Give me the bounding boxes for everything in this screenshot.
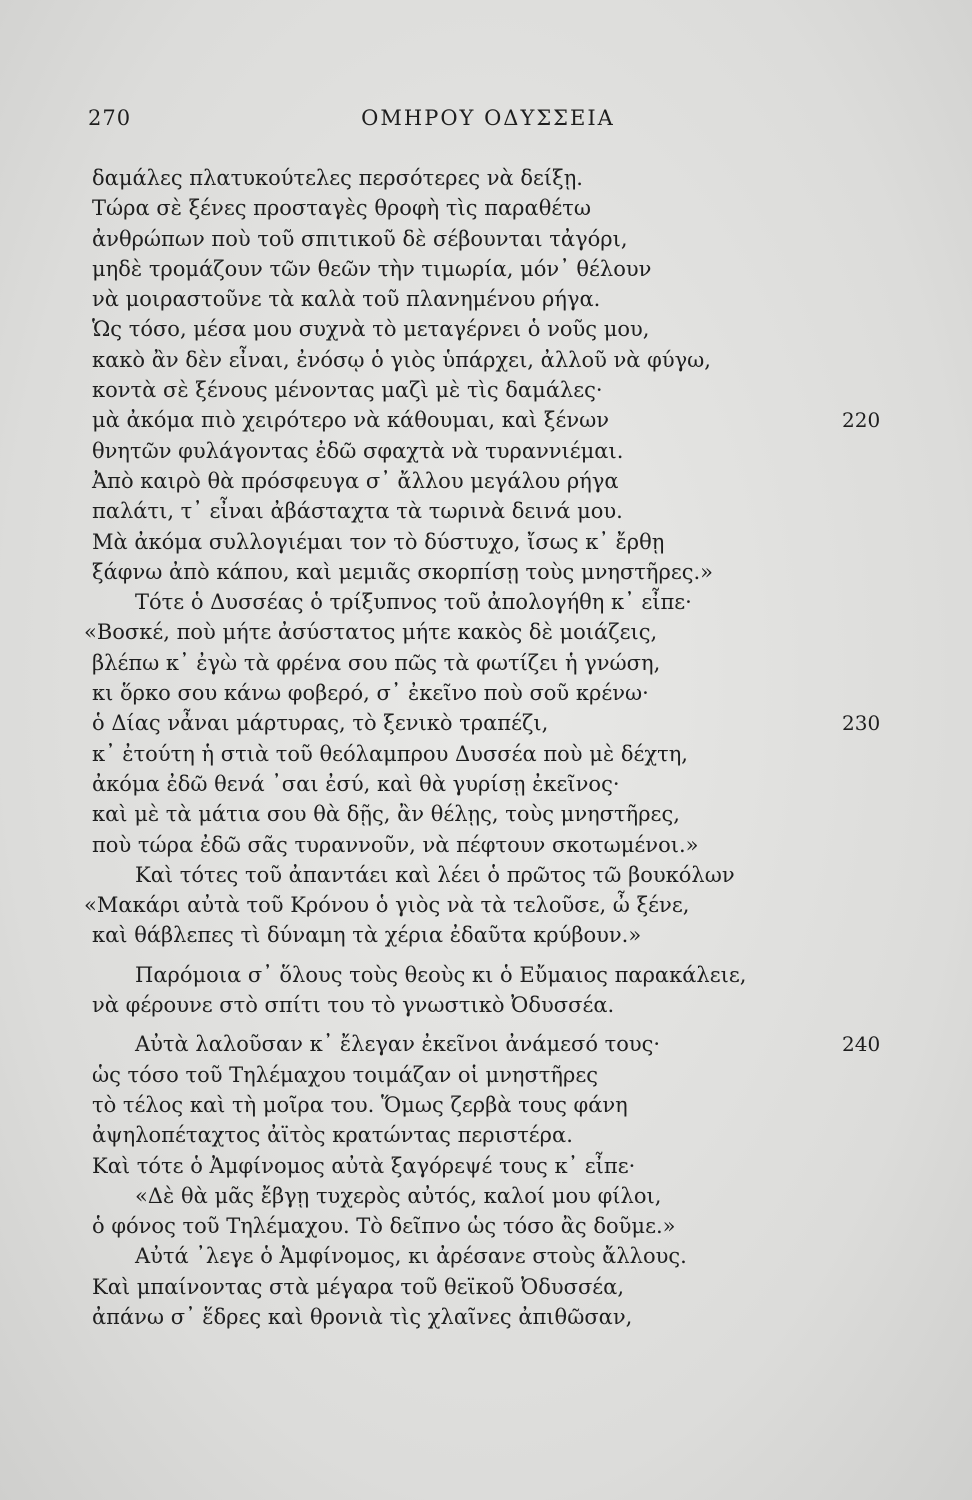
verse-line [0,708,972,738]
verse-line [0,1090,972,1120]
verse-line [0,960,972,990]
verse-text: τὸ τέλος καὶ τὴ μοῖρα του. Ὅμως ζερβὰ τους φάνη [92,1092,628,1117]
verse-line [0,1151,972,1181]
verse-text: Ὡς τόσο, μέσα μου συχνὰ τὸ μεταγέρνει ὁ νοῦς μου, [92,317,650,342]
verse-text: κακὸ ἂν δὲν εἶναι, ἐνόσῳ ὁ γιὸς ὑπάρχει, ἀλλοῦ νὰ φύγω, [92,347,711,372]
verse-line [0,1241,972,1271]
line-number: 220 [842,408,881,433]
verse-text: Αὐτὰ λαλοῦσαν κ᾽ ἔλεγαν ἐκεῖνοι ἀνάμεσό τους· [135,1032,661,1057]
verse-text: δαμάλες πλατυκούτελες περσότερες νὰ δείξῃ. [92,166,583,190]
line-number: 230 [842,711,881,736]
verse-line [0,648,972,678]
verse-text: ἀψηλοπέταχτος ἀϊτὸς κρατώντας περιστέρα. [92,1123,573,1148]
verse-text: νὰ φέρουνε στὸ σπίτι του τὸ γνωστικὸ Ὀδυσσέα. [92,993,615,1018]
verse-text: ἀπάνω σ᾽ ἕδρες καὶ θρονιὰ τὶς χλαῖνες ἀπιθῶσαν, [92,1304,633,1329]
verse-line [0,224,972,254]
verse-text: ὁ φόνος τοῦ Τηλέμαχου. Τὸ δεῖπνο ὡς τόσο ἂς δοῦμε.» [92,1214,676,1239]
verse-text: ξάφνω ἀπὸ κάπου, καὶ μεμιᾶς σκορπίσῃ τοὺς μνηστῆρες.» [92,559,714,584]
verse-line [0,314,972,344]
verse-line [0,1120,972,1150]
verse-line [0,1211,972,1241]
verse-text: μηδὲ τρομάζουν τῶν θεῶν τὴν τιμωρία, μόν᾽ θέλουν [92,256,652,281]
verse-line [0,405,972,435]
verse-line [0,496,972,526]
verse-text: Τώρα σὲ ξένες προσταγὲς θροφὴ τὶς παραθέτω [92,196,591,221]
verse-line [0,1060,972,1090]
verse-line [0,799,972,829]
verse-line [0,557,972,587]
verse-line [0,1029,972,1059]
verse-line [0,739,972,769]
verse-line [0,587,972,617]
verse-text: καὶ μὲ τὰ μάτια σου θὰ δῇς, ἂν θέλῃς, τοὺς μνηστῆρες, [92,802,680,827]
verse-text: Παρόμοια σ᾽ ὅλους τοὺς θεοὺς κι ὁ Εὔμαιος παρακάλειε, [135,962,747,987]
page-number: 270 [88,106,132,130]
verse-text: καὶ θάβλεπες τὶ δύναμη τὰ χέρια ἐδαῦτα κρύβουν.» [92,923,642,948]
verse-text: «Μακάρι αὐτὰ τοῦ Κρόνου ὁ γιὸς νὰ τὰ τελοῦσε, ὦ ξένε, [84,893,690,918]
verse-text: Καὶ μπαίνοντας στὰ μέγαρα τοῦ θεϊκοῦ Ὀδυσσέα, [92,1274,625,1299]
verse-line [0,769,972,799]
verse-text: ἀνθρώπων ποὺ τοῦ σπιτικοῦ δὲ σέβουνται τἀγόρι, [92,226,628,251]
verse-line [0,466,972,496]
verse-text: μὰ ἀκόμα πιὸ χειρότερο νὰ κάθουμαι, καὶ ξένων [92,408,610,433]
verse-text: Τότε ὁ Δυσσέας ὁ τρίξυπνος τοῦ ἀπολογήθη κ᾽ εἶπε· [135,590,692,615]
verse-line [0,890,972,920]
verse-line [0,920,972,950]
verse-line [0,193,972,223]
verse-line [0,990,972,1020]
running-header [88,106,888,140]
verse-text: Μὰ ἀκόμα συλλογιέμαι τον τὸ δύστυχο, ἴσως κ᾽ ἔρθῃ [92,529,665,554]
verse-line [0,1302,972,1332]
verse-text: κι ὅρκο σου κάνω φοβερό, σ᾽ ἐκεῖνο ποὺ σοῦ κρένω· [92,681,649,706]
verse-text: «Δὲ θὰ μᾶς ἔβγῃ τυχερὸς αὐτός, καλοί μου φίλοι, [135,1183,662,1208]
verse-line [0,436,972,466]
verse-line [0,163,972,193]
verse-line [0,830,972,860]
verse-text: ὁ Δίας νἆναι μάρτυρας, τὸ ξενικὸ τραπέζι, [92,711,549,736]
line-number: 240 [842,1032,881,1057]
verse-line [0,860,972,890]
verse-text: ἀκόμα ἐδῶ θενά ᾽σαι ἐσύ, καὶ θὰ γυρίσῃ ἐκεῖνος· [92,771,620,796]
verse-line [0,1272,972,1302]
verse-line [0,678,972,708]
verse-text: Καὶ τότε ὁ Ἀμφίνομος αὐτὰ ξαγόρεψέ τους κ᾽ εἶπε· [92,1153,636,1178]
verse-text: Καὶ τότες τοῦ ἀπαντάει καὶ λέει ὁ πρῶτος τῶ βουκόλων [135,862,735,887]
poem-text [0,163,972,1332]
verse-line [0,254,972,284]
verse-line [0,527,972,557]
verse-line [0,617,972,647]
verse-text: παλάτι, τ᾽ εἶναι ἀβάσταχτα τὰ τωρινὰ δεινά μου. [92,499,623,524]
verse-text: Αὐτά ᾽λεγε ὁ Ἀμφίνομος, κι ἀρέσανε στοὺς ἄλλους. [135,1244,687,1269]
verse-text: θνητῶν φυλάγοντας ἐδῶ σφαχτὰ νὰ τυραννιέμαι. [92,438,624,463]
verse-line [0,345,972,375]
verse-line [0,284,972,314]
verse-line [0,1181,972,1211]
verse-text: ὡς τόσο τοῦ Τηλέμαχου τοιμάζαν οἱ μνηστῆρες [92,1062,598,1087]
verse-text: Ἀπὸ καιρὸ θὰ πρόσφευγα σ᾽ ἄλλου μεγάλου ρήγα [92,468,619,493]
verse-text: ποὺ τώρα ἐδῶ σᾶς τυραννοῦν, νὰ πέφτουν σκοτωμένοι.» [92,832,699,857]
verse-text: «Βοσκέ, ποὺ μήτε ἀσύστατος μήτε κακὸς δὲ μοιάζεις, [84,620,658,645]
verse-text: νὰ μοιραστοῦνε τὰ καλὰ τοῦ πλανημένου ρήγα. [92,287,601,312]
verse-text: βλέπω κ᾽ ἐγὼ τὰ φρένα σου πῶς τὰ φωτίζει ἡ γνώση, [92,650,661,675]
running-title: ΟΜΗΡΟΥ ΟΔΥΣΣΕΙΑ [361,106,615,130]
verse-text: κ᾽ ἐτούτη ἡ στιὰ τοῦ θεόλαμπρου Δυσσέα ποὺ μὲ δέχτη, [92,741,688,766]
verse-text: κοντὰ σὲ ξένους μένοντας μαζὶ μὲ τὶς δαμάλες· [92,378,603,403]
verse-line [0,375,972,405]
